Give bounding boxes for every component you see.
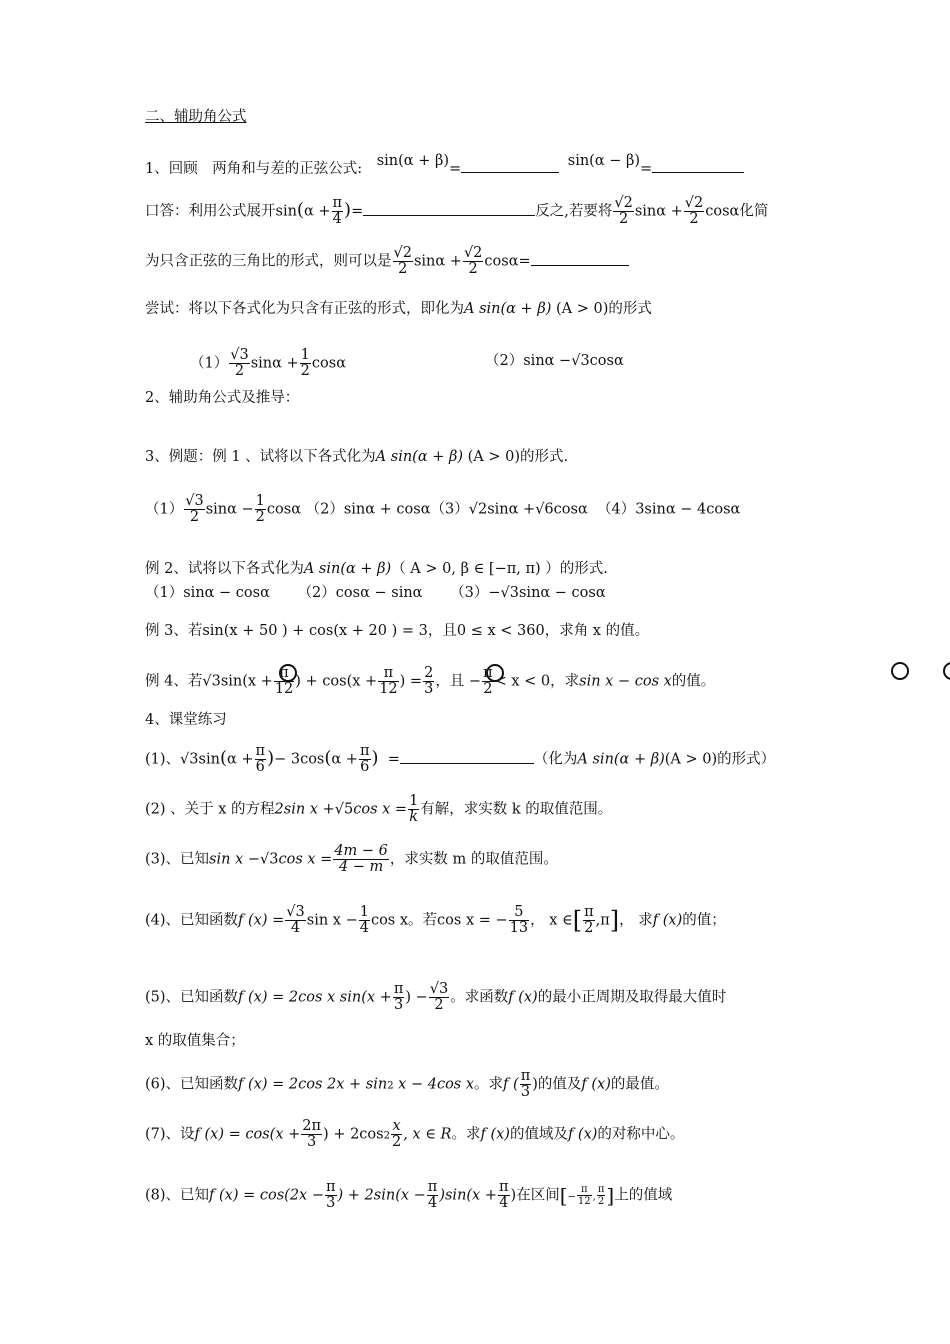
ex2-e3a: − bbox=[488, 585, 501, 601]
q8-mid: ) + 2sin(x − bbox=[337, 1187, 426, 1204]
q4-frac-sqrt3-4: $\frac{√3}{4}$ bbox=[286, 904, 305, 936]
q1-tail1: （化为 bbox=[533, 751, 578, 768]
ex3-val: 3 bbox=[418, 623, 428, 639]
q4-mid: 。若 bbox=[408, 912, 438, 929]
q1-frac-pi-6-a: $\frac{\pi}{6}$ bbox=[255, 743, 266, 775]
try-item-2 bbox=[485, 352, 624, 370]
try-line bbox=[145, 300, 652, 318]
ex1-tail: 的形式. bbox=[520, 449, 569, 465]
blank-sine-form[interactable] bbox=[531, 253, 629, 266]
q3-sqrt3: √3 bbox=[260, 851, 279, 868]
try-expr2: sinα − bbox=[523, 353, 572, 369]
question-3 bbox=[145, 844, 558, 875]
q3-frac: $\frac{4m - 6}{4 - m}$ bbox=[334, 843, 388, 875]
try-cosa: cosα bbox=[311, 355, 346, 372]
q7-frac-x-2: $\frac{x}{2}$ bbox=[391, 1118, 402, 1150]
q1-label: (1)、 bbox=[145, 751, 181, 768]
question-4 bbox=[145, 905, 726, 936]
ex2-tail: 的形式. bbox=[559, 561, 608, 577]
example-2-line bbox=[145, 560, 608, 578]
sin-text: sin bbox=[275, 203, 297, 220]
q6-tail2: 的值及 bbox=[537, 1076, 582, 1093]
q2-e2: cos x = bbox=[353, 801, 408, 818]
ex4-tail2: sin x − cos x bbox=[579, 673, 672, 690]
q8-neg: − bbox=[567, 1191, 576, 1203]
frac-sqrt2-2-b: $\frac{√2}{2}$ bbox=[684, 195, 704, 227]
sina-plus-2: sinα + bbox=[413, 253, 462, 270]
ex1-frac-sqrt3-2: $\frac{√3}{2}$ bbox=[185, 493, 204, 525]
cosa-2: cosα bbox=[484, 253, 519, 270]
q1-eq: = bbox=[387, 751, 400, 768]
q1-paren-open: ( bbox=[219, 747, 227, 769]
q1-tail2: 的形式） bbox=[717, 751, 776, 768]
q1-alpha-plus: α + bbox=[226, 751, 254, 768]
ex4-lead: 例 4、若 bbox=[145, 673, 203, 690]
question-8 bbox=[145, 1180, 672, 1211]
q6-sq: 2 bbox=[387, 1080, 394, 1092]
try-form: A sin(α + β) bbox=[464, 301, 552, 317]
sine-only-line bbox=[145, 246, 629, 277]
q6-fpost: ) bbox=[532, 1076, 538, 1093]
q6-tail1: 。求 bbox=[474, 1076, 504, 1093]
derivation-title: 2、辅助角公式及推导： bbox=[145, 390, 300, 406]
q4-tail1: ， 求 bbox=[619, 912, 653, 929]
q7-label: (7)、设 bbox=[145, 1126, 195, 1143]
try-expr2b: cosα bbox=[589, 353, 624, 369]
practice-title: 4、课堂练习 bbox=[145, 712, 227, 728]
q4-cosx: cos x bbox=[370, 912, 409, 929]
ex2-e3b: sinα − cosα bbox=[518, 585, 606, 601]
q4-fx: f (x) bbox=[652, 912, 683, 929]
q1-mid: − 3cos bbox=[274, 751, 325, 768]
ex4-e3: ) = bbox=[399, 673, 423, 690]
try-i1: （1） bbox=[190, 355, 229, 372]
line3-lead: 为只含正弦的三角比的形式，则可以是 bbox=[145, 253, 392, 270]
frac-sqrt2-2-d: $\frac{√2}{2}$ bbox=[463, 245, 483, 277]
sin-diff: sin(α − β) bbox=[567, 153, 641, 169]
sin-sum: sin(α + β) bbox=[376, 153, 449, 169]
q7-tail0: , x ∈ R bbox=[403, 1126, 452, 1143]
q8-comma: , bbox=[592, 1191, 596, 1203]
oral-mid: 反之,若要将 bbox=[535, 203, 613, 220]
ex1-sqrt6: √6 bbox=[535, 501, 554, 518]
q2-e1: 2sin x + bbox=[274, 801, 335, 818]
q3-tail: ，求实数 m 的取值范围。 bbox=[389, 851, 558, 868]
ex1-i4: （4） bbox=[596, 501, 636, 518]
try-i2: （2） bbox=[485, 353, 524, 369]
q6-f: f (x) = 2cos 2x + sin bbox=[238, 1076, 388, 1093]
blank-expand[interactable] bbox=[363, 203, 535, 216]
q8-frac-pi-2: $\frac{\pi}{2}$ bbox=[597, 1184, 605, 1207]
alpha-plus: α + bbox=[303, 203, 331, 220]
try-sina-plus: sinα + bbox=[250, 355, 299, 372]
q8-frac-pi-12: $\frac{\pi}{12}$ bbox=[577, 1184, 591, 1207]
q4-cond: cos x = − bbox=[437, 912, 508, 929]
ex1-e3a: sinα + bbox=[487, 501, 536, 518]
q6-frac-pi-3: $\frac{\pi}{3}$ bbox=[520, 1068, 531, 1100]
cosa: cosα bbox=[705, 203, 740, 220]
example-1-items bbox=[145, 494, 740, 525]
q4-tail2: 的值； bbox=[682, 912, 726, 929]
try-lead: 尝试：将以下各式化为只含有正弦的形式，即化为 bbox=[145, 301, 464, 317]
ex1-e3b: cosα bbox=[553, 501, 588, 518]
q1-sqrt3: √3 bbox=[180, 751, 199, 768]
ex1-i3: （3） bbox=[430, 501, 469, 518]
q4-f: f (x) = bbox=[238, 912, 285, 929]
oral-line bbox=[145, 196, 768, 227]
q8-label: (8)、已知 bbox=[145, 1187, 210, 1204]
ex4-frac-pi-12-a: $\frac{\pi}{12}$ bbox=[274, 665, 294, 697]
q2-sqrt5: √5 bbox=[334, 801, 354, 818]
q7-sq: 2 bbox=[383, 1130, 390, 1142]
q5-frac-sqrt3-2: $\frac{√3}{2}$ bbox=[429, 981, 449, 1013]
q5-close: ) − bbox=[405, 989, 428, 1006]
section-title: 二、辅助角公式 bbox=[145, 109, 247, 125]
ex1-e2: sinα + cosα bbox=[343, 501, 431, 518]
ex2-i2: （2） bbox=[297, 585, 336, 601]
q1-cond: (A > 0) bbox=[664, 751, 718, 768]
question-7 bbox=[145, 1119, 684, 1150]
ex2-i1: （1） bbox=[145, 585, 184, 601]
eq-1: = bbox=[449, 161, 462, 177]
try-sqrt3: √3 bbox=[571, 353, 590, 369]
oral-lead: 口答：利用公式展开 bbox=[145, 203, 276, 220]
ex2-form: A sin(α + β) bbox=[303, 561, 392, 577]
ex3-tail: ，求角 x 的值。 bbox=[544, 623, 650, 639]
ex4-e2: ) + cos(x + bbox=[295, 673, 378, 690]
q1-paren-close-2: ) bbox=[371, 747, 379, 769]
ex4-mid: ，且 − bbox=[435, 673, 482, 690]
ex4-e1: sin(x + bbox=[220, 673, 273, 690]
ex1-i1: （1） bbox=[145, 501, 184, 518]
ex1-e1b: cosα bbox=[266, 501, 301, 518]
q8-bracket-close: ] bbox=[606, 1183, 615, 1208]
circle-mark bbox=[943, 662, 950, 680]
question-5 bbox=[145, 982, 726, 1013]
q4-frac-pi-2: $\frac{\pi}{2}$ bbox=[584, 904, 594, 936]
q2-frac-1-k: $\frac{1}{k}$ bbox=[409, 793, 419, 825]
example-2-items bbox=[145, 584, 606, 602]
ex4-frac-pi-2: $\frac{\pi}{2}$ bbox=[483, 665, 493, 697]
ex1-sqrt2: √2 bbox=[468, 501, 488, 518]
q8-tail1: 在区间 bbox=[516, 1187, 560, 1204]
eq-3: = bbox=[351, 203, 364, 220]
q4-xin: ， x ∈ bbox=[530, 912, 573, 929]
q8-bracket-open: [ bbox=[559, 1183, 568, 1208]
q5-label: (5)、已知函数 bbox=[145, 989, 239, 1006]
q7-tail3: 的对称中心。 bbox=[597, 1126, 685, 1143]
ex2-cond: （ A > 0, β ∈ [−π, π) ） bbox=[391, 561, 560, 577]
ex1-frac-1-2: $\frac{1}{2}$ bbox=[255, 493, 265, 525]
q4-sinx: sin x − bbox=[306, 912, 358, 929]
q8-f: f (x) = cos(2x − bbox=[209, 1187, 324, 1204]
ex4-sqrt3: √3 bbox=[202, 673, 221, 690]
q7-frac-2pi-3: $\frac{2\pi}{3}$ bbox=[302, 1118, 322, 1150]
ex2-e2: cosα − sinα bbox=[335, 585, 423, 601]
blank-sin-diff[interactable] bbox=[652, 160, 744, 173]
try-cond: (A > 0) bbox=[555, 301, 609, 317]
q1-paren-close: ) bbox=[267, 747, 275, 769]
example-3-line bbox=[145, 622, 649, 640]
ex1-i2: （2） bbox=[305, 501, 344, 518]
ex4-tail1: ，求 bbox=[550, 673, 580, 690]
q8-tail2: 上的值域 bbox=[614, 1187, 673, 1204]
q5-tail1: 。求函数 bbox=[450, 989, 509, 1006]
q8-close: ) bbox=[510, 1187, 517, 1204]
q6-label: (6)、已知函数 bbox=[145, 1076, 239, 1093]
ex2-lead: 例 2、试将以下各式化为 bbox=[145, 561, 304, 577]
ex3-range: 0 ≤ x < 360 bbox=[456, 623, 545, 639]
ex2-i3: （3） bbox=[450, 585, 489, 601]
q5-tail2: 的最小正周期及取得最大值时 bbox=[537, 989, 727, 1006]
ex1-e4: 3sinα − 4cosα bbox=[635, 501, 741, 518]
ex3-mid: ，且 bbox=[427, 623, 457, 639]
question-1 bbox=[145, 744, 775, 775]
q1-paren-open-2: ( bbox=[324, 747, 332, 769]
blank-sin-sum[interactable] bbox=[461, 160, 559, 173]
q7-mid: ) + 2cos bbox=[323, 1126, 384, 1143]
ex1-lead: 3、例题：例 1 、试将以下各式化为 bbox=[145, 449, 376, 465]
ex4-frac-2-3: $\frac{2}{3}$ bbox=[424, 665, 434, 697]
q3-e2: cos x = bbox=[278, 851, 333, 868]
eq-4: = bbox=[518, 253, 531, 270]
q6-fx: f (x) bbox=[581, 1076, 611, 1093]
ex1-e1a: sinα − bbox=[205, 501, 254, 518]
q8-frac-pi-4-b: $\frac{\pi}{4}$ bbox=[499, 1179, 509, 1211]
try-tail: 的形式 bbox=[608, 301, 652, 317]
q1-alpha-plus-2: α + bbox=[331, 751, 358, 768]
q1-blank[interactable] bbox=[400, 751, 534, 764]
q1-sin: sin bbox=[198, 751, 220, 768]
frac-sqrt3-2: $\frac{√3}{2}$ bbox=[230, 347, 249, 379]
ex2-sqrt3: √3 bbox=[500, 585, 519, 601]
frac-sqrt2-2-a: $\frac{√2}{2}$ bbox=[614, 195, 633, 227]
q7-f: f (x) = cos(x + bbox=[194, 1126, 301, 1143]
q3-label: (3)、已知 bbox=[145, 851, 210, 868]
q7-fx-2: f (x) bbox=[567, 1126, 598, 1143]
q5-fx: f (x) bbox=[508, 989, 538, 1006]
q7-tail1: 。求 bbox=[451, 1126, 481, 1143]
q4-frac-1-4: $\frac{1}{4}$ bbox=[359, 904, 369, 936]
frac-pi-4: $\frac{\pi}{4}$ bbox=[332, 195, 343, 227]
q5-frac-pi-3: $\frac{\pi}{3}$ bbox=[393, 981, 404, 1013]
frac-1-2: $\frac{1}{2}$ bbox=[300, 347, 310, 379]
q5-f: f (x) = 2cos x sin(x + bbox=[238, 989, 392, 1006]
oral-tail: 化简 bbox=[739, 203, 769, 220]
q4-frac-5-13: $\frac{5}{13}$ bbox=[509, 904, 529, 936]
q8-frac-pi-3: $\frac{\pi}{3}$ bbox=[326, 1179, 336, 1211]
review-line bbox=[145, 152, 744, 178]
example-1-line bbox=[145, 448, 568, 466]
q4-pitail: ,π bbox=[595, 912, 610, 929]
q8-mid2: )sin(x + bbox=[439, 1187, 497, 1204]
q4-label: (4)、已知函数 bbox=[145, 912, 239, 929]
question-5-line2: x 的取值集合； bbox=[145, 1033, 245, 1049]
q2-label: (2) 、关于 x 的方程 bbox=[145, 801, 275, 818]
paren-close: ) bbox=[344, 199, 352, 221]
q7-tail2: 的值域及 bbox=[509, 1126, 568, 1143]
ex3-lead: 例 3、若 bbox=[145, 623, 203, 639]
ex1-cond: (A > 0) bbox=[467, 449, 521, 465]
ex4-frac-pi-12-b: $\frac{\pi}{12}$ bbox=[379, 665, 398, 697]
ex4-tail3: 的值。 bbox=[671, 673, 716, 690]
q7-fx: f (x) bbox=[480, 1126, 510, 1143]
circle-mark bbox=[486, 664, 504, 682]
q6-f2: x − 4cos x bbox=[393, 1076, 475, 1093]
q4-bracket-close: ] bbox=[609, 906, 620, 935]
review-label: 1、回顾 两角和与差的正弦公式: bbox=[145, 161, 363, 177]
ex3-expr: sin(x + 50 ) + cos(x + 20 ) = bbox=[202, 623, 419, 639]
frac-sqrt2-2-c: $\frac{√2}{2}$ bbox=[393, 245, 412, 277]
ex4-lt0: < x < 0 bbox=[494, 673, 551, 690]
ex1-form: A sin(α + β) bbox=[375, 449, 464, 465]
circle-mark bbox=[279, 664, 297, 682]
example-4-line bbox=[145, 666, 715, 697]
q1-form: A sin(α + β) bbox=[577, 751, 665, 768]
q4-bracket-open: [ bbox=[572, 906, 583, 935]
circle-mark bbox=[891, 662, 909, 680]
q2-tail: 有解，求实数 k 的取值范围。 bbox=[420, 801, 613, 818]
try-item-1 bbox=[190, 348, 346, 379]
q6-tail3: 的最值。 bbox=[610, 1076, 669, 1093]
q8-frac-pi-4-a: $\frac{\pi}{4}$ bbox=[427, 1179, 438, 1211]
question-2 bbox=[145, 794, 612, 825]
ex2-e1: sinα − cosα bbox=[183, 585, 270, 601]
eq-2: = bbox=[640, 161, 653, 177]
q6-fpre: f ( bbox=[503, 1076, 519, 1093]
paren-open: ( bbox=[296, 199, 304, 221]
q3-e1: sin x − bbox=[209, 851, 261, 868]
q1-frac-pi-6-b: $\frac{\pi}{6}$ bbox=[359, 743, 370, 775]
question-6 bbox=[145, 1069, 669, 1100]
sina-plus: sinα + bbox=[634, 203, 683, 220]
